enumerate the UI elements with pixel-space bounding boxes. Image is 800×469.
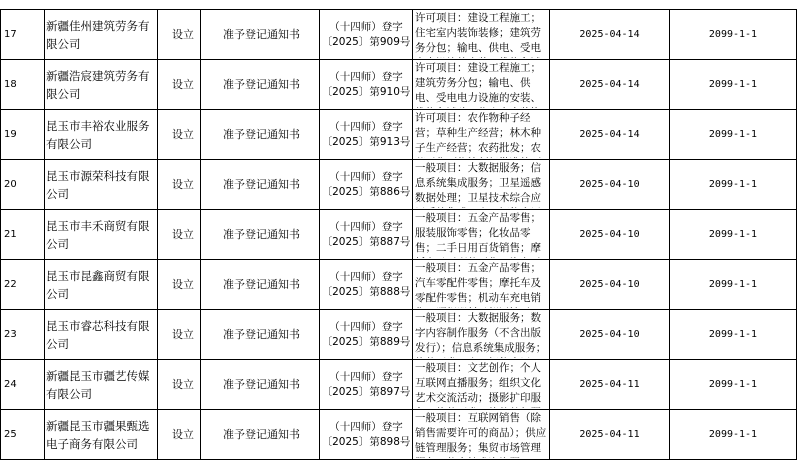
- table-row: [1, 410, 797, 460]
- expiry-date: 2099-1-1: [670, 310, 797, 360]
- registration-date: 2025-04-11: [550, 360, 670, 410]
- row-number: 17: [1, 10, 45, 60]
- expiry-date: 2099-1-1: [670, 210, 797, 260]
- registration-number: （十四师）登字〔2025〕第897号: [320, 360, 413, 410]
- registration-number: （十四师）登字〔2025〕第910号: [320, 60, 413, 110]
- expiry-date: 2099-1-1: [670, 360, 797, 410]
- registration-date: 2025-04-10: [550, 310, 670, 360]
- document-type: 准予登记通知书: [201, 60, 320, 110]
- action-type: 设立: [158, 410, 201, 460]
- action-type: 设立: [158, 260, 201, 310]
- business-scope: 一般项目：大数据服务；数字内容制作服务（不含出版发行）；信息系统集成服务；: [413, 310, 550, 360]
- table-row: [1, 210, 797, 260]
- table-row: [1, 110, 797, 160]
- registration-date: 2025-04-14: [550, 10, 670, 60]
- expiry-date: 2099-1-1: [670, 110, 797, 160]
- row-number: 19: [1, 110, 45, 160]
- company-name: 昆玉市昆鑫商贸有限公司: [45, 260, 158, 310]
- registration-date: 2025-04-14: [550, 110, 670, 160]
- expiry-date: 2099-1-1: [670, 60, 797, 110]
- action-type: 设立: [158, 310, 201, 360]
- action-type: 设立: [158, 60, 201, 110]
- registration-number: （十四师）登字〔2025〕第886号: [320, 160, 413, 210]
- table-row: [1, 10, 797, 60]
- registration-number: （十四师）登字〔2025〕第913号: [320, 110, 413, 160]
- company-name: 新疆浩宸建筑劳务有限公司: [45, 60, 158, 110]
- document-type: 准予登记通知书: [201, 210, 320, 260]
- business-scope: 一般项目：五金产品零售；汽车零配件零售；摩托车及零配件零售；机动车充电销: [413, 260, 550, 310]
- company-name: 新疆昆玉市疆艺传媒有限公司: [45, 360, 158, 410]
- registration-date: 2025-04-10: [550, 160, 670, 210]
- table-row: [1, 360, 797, 410]
- company-name: 昆玉市睿芯科技有限公司: [45, 310, 158, 360]
- action-type: 设立: [158, 360, 201, 410]
- registration-date: 2025-04-14: [550, 60, 670, 110]
- registration-date: 2025-04-11: [550, 410, 670, 460]
- row-number: 24: [1, 360, 45, 410]
- business-scope: 一般项目：文艺创作；个人互联网直播服务；组织文化艺术交流活动；摄影扩印服: [413, 360, 550, 410]
- row-number: 23: [1, 310, 45, 360]
- action-type: 设立: [158, 110, 201, 160]
- table-body: [1, 10, 797, 460]
- registration-number: （十四师）登字〔2025〕第898号: [320, 410, 413, 460]
- registration-number: （十四师）登字〔2025〕第909号: [320, 10, 413, 60]
- company-name: 新疆昆玉市疆果甄选电子商务有限公司: [45, 410, 158, 460]
- expiry-date: 2099-1-1: [670, 410, 797, 460]
- row-number: 20: [1, 160, 45, 210]
- document-type: 准予登记通知书: [201, 260, 320, 310]
- company-name: 昆玉市源荣科技有限公司: [45, 160, 158, 210]
- expiry-date: 2099-1-1: [670, 260, 797, 310]
- registration-table: [0, 9, 797, 460]
- action-type: 设立: [158, 10, 201, 60]
- business-scope: 一般项目：五金产品零售；服装服饰零售；化妆品零售；二手日用百货销售；摩: [413, 210, 550, 260]
- action-type: 设立: [158, 160, 201, 210]
- company-name: 昆玉市丰禾商贸有限公司: [45, 210, 158, 260]
- company-name: 昆玉市丰裕农业服务有限公司: [45, 110, 158, 160]
- registration-number: （十四师）登字〔2025〕第887号: [320, 210, 413, 260]
- business-scope: 许可项目：建设工程施工；住宅室内装饰装修；建筑劳务分包；输电、供电、受电: [413, 10, 550, 60]
- document-type: 准予登记通知书: [201, 10, 320, 60]
- business-scope: 一般项目：互联网销售（除销售需要许可的商品）；供应链管理服务；集贸市场管理: [413, 410, 550, 460]
- table-row: [1, 260, 797, 310]
- row-number: 21: [1, 210, 45, 260]
- row-number: 22: [1, 260, 45, 310]
- row-number: 25: [1, 410, 45, 460]
- expiry-date: 2099-1-1: [670, 10, 797, 60]
- document-type: 准予登记通知书: [201, 310, 320, 360]
- document-type: 准予登记通知书: [201, 110, 320, 160]
- business-scope: 一般项目：大数据服务；信息系统集成服务；卫星遥感数据处理；卫星技术综合应: [413, 160, 550, 210]
- table-row: [1, 310, 797, 360]
- document-type: 准予登记通知书: [201, 360, 320, 410]
- registration-date: 2025-04-10: [550, 260, 670, 310]
- expiry-date: 2099-1-1: [670, 160, 797, 210]
- document-type: 准予登记通知书: [201, 410, 320, 460]
- business-scope: 许可项目：农作物种子经营；草种生产经营；林木种子生产经营；农药批发；农: [413, 110, 550, 160]
- row-number: 18: [1, 60, 45, 110]
- registration-number: （十四师）登字〔2025〕第889号: [320, 310, 413, 360]
- action-type: 设立: [158, 210, 201, 260]
- document-type: 准予登记通知书: [201, 160, 320, 210]
- business-scope: 许可项目：建设工程施工；建筑劳务分包；输电、供电、受电电力设施的安装、: [413, 60, 550, 110]
- table-row: [1, 160, 797, 210]
- registration-number: （十四师）登字〔2025〕第888号: [320, 260, 413, 310]
- registration-date: 2025-04-10: [550, 210, 670, 260]
- company-name: 新疆佳州建筑劳务有限公司: [45, 10, 158, 60]
- table-row: [1, 60, 797, 110]
